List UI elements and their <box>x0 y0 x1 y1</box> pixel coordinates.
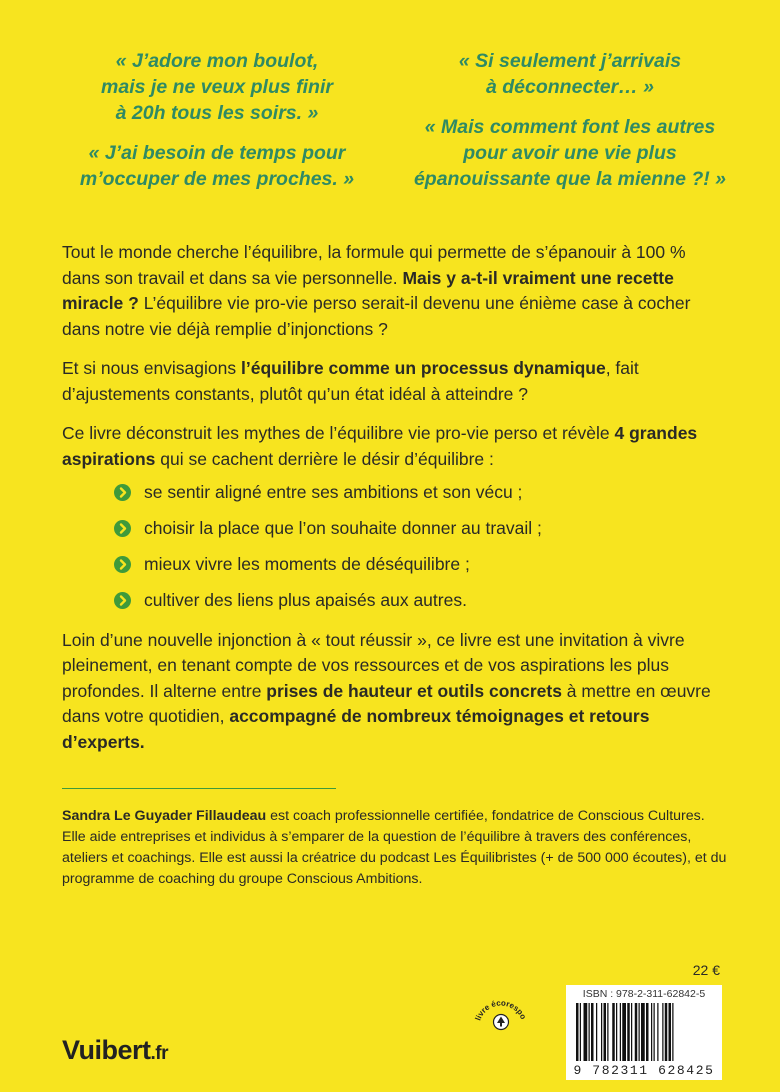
bold-text: 4 grandes aspirations <box>62 423 698 469</box>
divider <box>62 788 336 789</box>
barcode <box>566 985 722 1080</box>
publisher-logo <box>62 1035 168 1066</box>
bio-text: est coach professionnelle certifiée, fondatrice de Conscious Cultures. Elle aide entreprises et individus à s’emparer de la question de l’équilibre à travers des conférences, ateliers et coachings. Elle est aussi la créatrice du podcast Les Équilibristes (+ de 500 000 écoutes), et du programme de coaching du groupe Conscious Ambitions. <box>62 808 727 887</box>
chevron-right-circle-icon <box>114 556 131 573</box>
list-item <box>114 552 722 578</box>
list-item <box>114 516 722 542</box>
testimonial-quotes <box>0 48 780 208</box>
list-item-text: choisir la place que l’on souhaite donner au travail ; <box>144 518 542 538</box>
chevron-right-circle-icon <box>114 484 131 501</box>
text: L’équilibre vie pro-vie perso serait-il devenu une énième case à cocher dans notre vie déjà remplie d’injonctions ? <box>62 293 691 339</box>
quote: « Mais comment font les autres pour avoir une vie plus épanouissante que la mienne ?! » <box>413 116 727 190</box>
bold-text: accompagné de nombreux témoignages et retours d’experts. <box>62 706 650 752</box>
chevron-right-circle-icon <box>114 520 131 537</box>
text: à mettre en œuvre dans votre quotidien, <box>62 680 711 726</box>
author-name: Sandra Le Guyader Fillaudeau <box>62 808 267 824</box>
eco-label-badge <box>472 975 530 1037</box>
list-item <box>114 588 722 614</box>
price: 22 € <box>692 962 720 978</box>
paragraph-1 <box>62 240 722 342</box>
quote: « J’adore mon boulot, mais je ne veux plus finir à 20h tous les soirs. » <box>101 50 333 124</box>
text: , fait d’ajustements constants, plutôt qu’un état idéal à atteindre ? <box>62 358 639 404</box>
chevron-right-circle-icon <box>114 592 131 609</box>
isbn: ISBN : 978-2-311-62842-5 <box>582 988 706 1000</box>
text: Tout le monde cherche l’équilibre, la formule qui permette de s’épanouir à 100 % dans son travail et dans sa vie personnelle. <box>62 242 686 288</box>
barcode-digits: 9 782311 628425 <box>573 1063 715 1078</box>
author-bio <box>62 806 732 890</box>
bold-text: prises de hauteur et outils concrets <box>266 680 562 701</box>
aspirations-list <box>114 480 722 614</box>
publisher-tld: .fr <box>150 1043 169 1064</box>
description <box>62 240 722 769</box>
text: Loin d’une nouvelle injonction à « tout réussir », ce livre est une invitation à vivre pleinement, en tenant compte de vos ressources et de vos aspirations les plus profondes. Il alterne entre <box>62 629 685 701</box>
paragraph-4 <box>62 628 722 756</box>
eco-label-text: livre écorespo <box>473 998 528 1022</box>
text: Et si nous envisagions <box>62 358 241 378</box>
quotes-left-column <box>52 48 382 206</box>
list-item-text: cultiver des liens plus apaisés aux autres. <box>144 590 467 610</box>
bold-text: Mais y a-t-il vraiment une recette miracle ? <box>62 267 674 313</box>
paragraph-3 <box>62 421 722 472</box>
quote: « Si seulement j’arrivais à déconnecter… » <box>458 50 682 98</box>
quotes-right-column <box>400 48 740 206</box>
list-item-text: se sentir aligné entre ses ambitions et son vécu ; <box>144 482 523 502</box>
text: Ce livre déconstruit les mythes de l’équilibre vie pro-vie perso et révèle <box>62 423 615 443</box>
publisher-name: Vuibert <box>62 1035 151 1065</box>
barcode-bars <box>566 1003 722 1063</box>
bold-text: l’équilibre comme un processus dynamique <box>241 358 606 378</box>
paragraph-2 <box>62 356 722 407</box>
text: qui se cachent derrière le désir d’équilibre : <box>155 448 494 469</box>
list-item <box>114 480 722 506</box>
list-item-text: mieux vivre les moments de déséquilibre ; <box>144 554 470 574</box>
quote: « J’ai besoin de temps pour m’occuper de mes proches. » <box>79 142 355 190</box>
